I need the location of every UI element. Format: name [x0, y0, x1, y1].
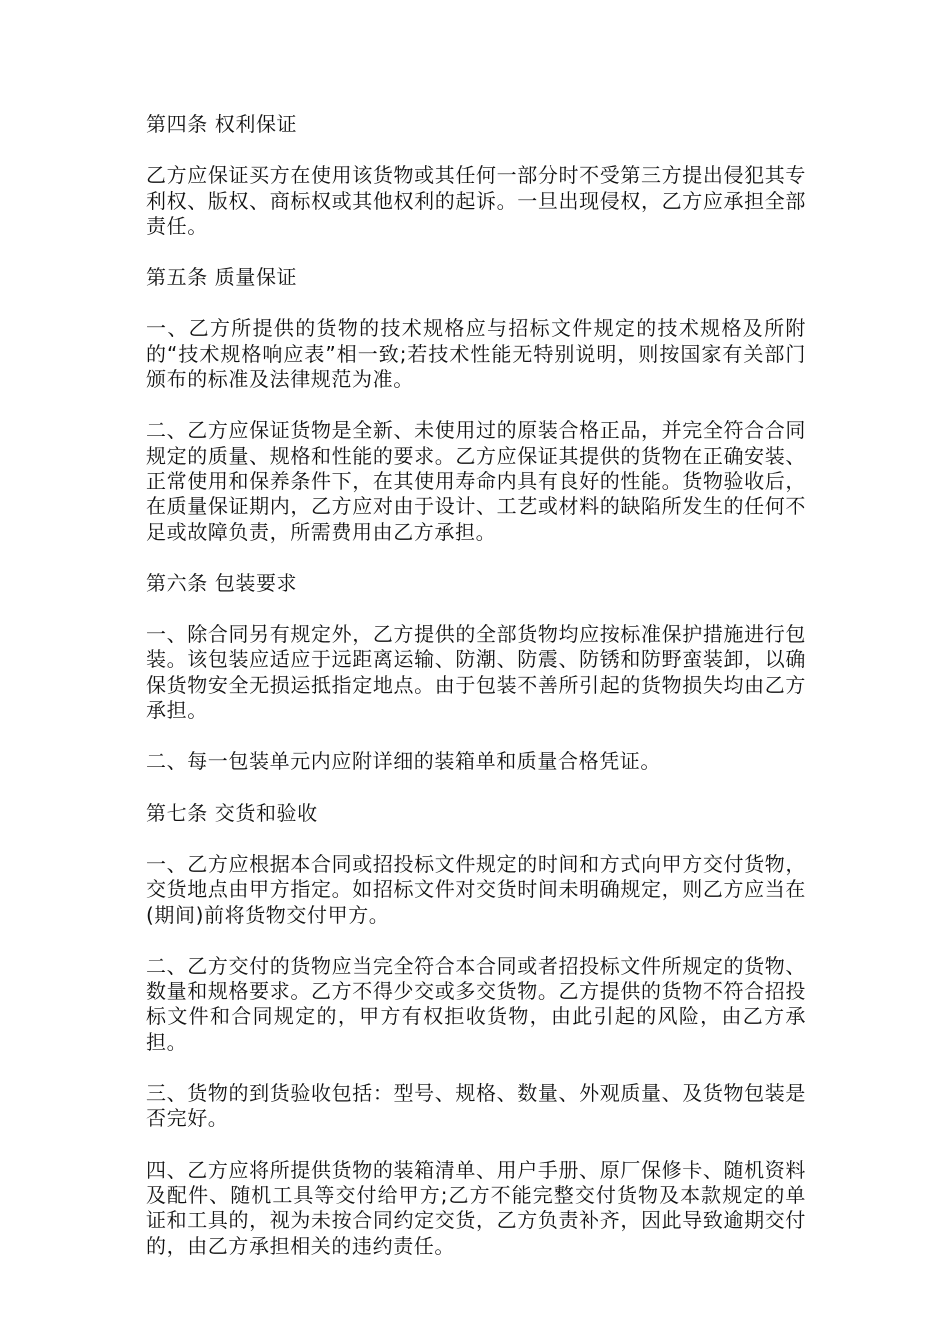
section-heading-article-5: 第五条 质量保证 — [146, 265, 298, 290]
paragraph-rights-guarantee: 乙方应保证买方在使用该货物或其任何一部分时不受第三方提出侵犯其专利权、版权、商标权或其他权利的起诉。一旦出现侵权，乙方应承担全部责任。 — [146, 163, 806, 238]
paragraph-delivery-clause-3: 三、货物的到货验收包括：型号、规格、数量、外观质量、及货物包装是否完好。 — [146, 1081, 806, 1131]
paragraph-quality-clause-2: 二、乙方应保证货物是全新、未使用过的原装合格正品，并完全符合合同规定的质量、规格和性能的要求。乙方应保证其提供的货物在正确安装、正常使用和保养条件下，在其使用寿命内具有良好的性能。货物验收后，在质量保证期内，乙方应对由于设计、工艺或材料的缺陷所发生的任何不足或故障负责，所需费用由乙方承担。 — [146, 418, 806, 544]
document-body — [146, 112, 806, 1285]
paragraph-delivery-clause-4: 四、乙方应将所提供货物的装箱清单、用户手册、原厂保修卡、随机资料及配件、随机工具等交付给甲方;乙方不能完整交付货物及本款规定的单证和工具的，视为未按合同约定交货，乙方负责补齐，因此导致逾期交付的，由乙方承担相关的违约责任。 — [146, 1157, 806, 1258]
paragraph-delivery-clause-1: 一、乙方应根据本合同或招投标文件规定的时间和方式向甲方交付货物，交货地点由甲方指定。如招标文件对交货时间未明确规定，则乙方应当在(期间)前将货物交付甲方。 — [146, 851, 806, 927]
section-heading-article-7: 第七条 交货和验收 — [146, 800, 318, 825]
paragraph-delivery-clause-2: 二、乙方交付的货物应当完全符合本合同或者招投标文件所规定的货物、数量和规格要求。乙方不得少交或多交货物。乙方提供的货物不符合招投标文件和合同规定的，甲方有权拒收货物，由此引起的风险，由乙方承担。 — [146, 953, 806, 1054]
paragraph-quality-clause-1: 一、乙方所提供的货物的技术规格应与招标文件规定的技术规格及所附的“技术规格响应表”相一致;若技术性能无特别说明，则按国家有关部门颁布的标准及法律规范为准。 — [146, 316, 806, 392]
paragraph-packaging-clause-1: 一、除合同另有规定外，乙方提供的全部货物均应按标准保护措施进行包装。该包装应适应于远距离运输、防潮、防震、防锈和防野蛮装卸，以确保货物安全无损运抵指定地点。由于包装不善所引起的货物损失均由乙方承担。 — [146, 622, 806, 723]
section-heading-article-4: 第四条 权利保证 — [146, 112, 298, 136]
paragraph-packaging-clause-2: 二、每一包装单元内应附详细的装箱单和质量合格凭证。 — [146, 749, 661, 774]
section-heading-article-6: 第六条 包装要求 — [146, 570, 298, 595]
